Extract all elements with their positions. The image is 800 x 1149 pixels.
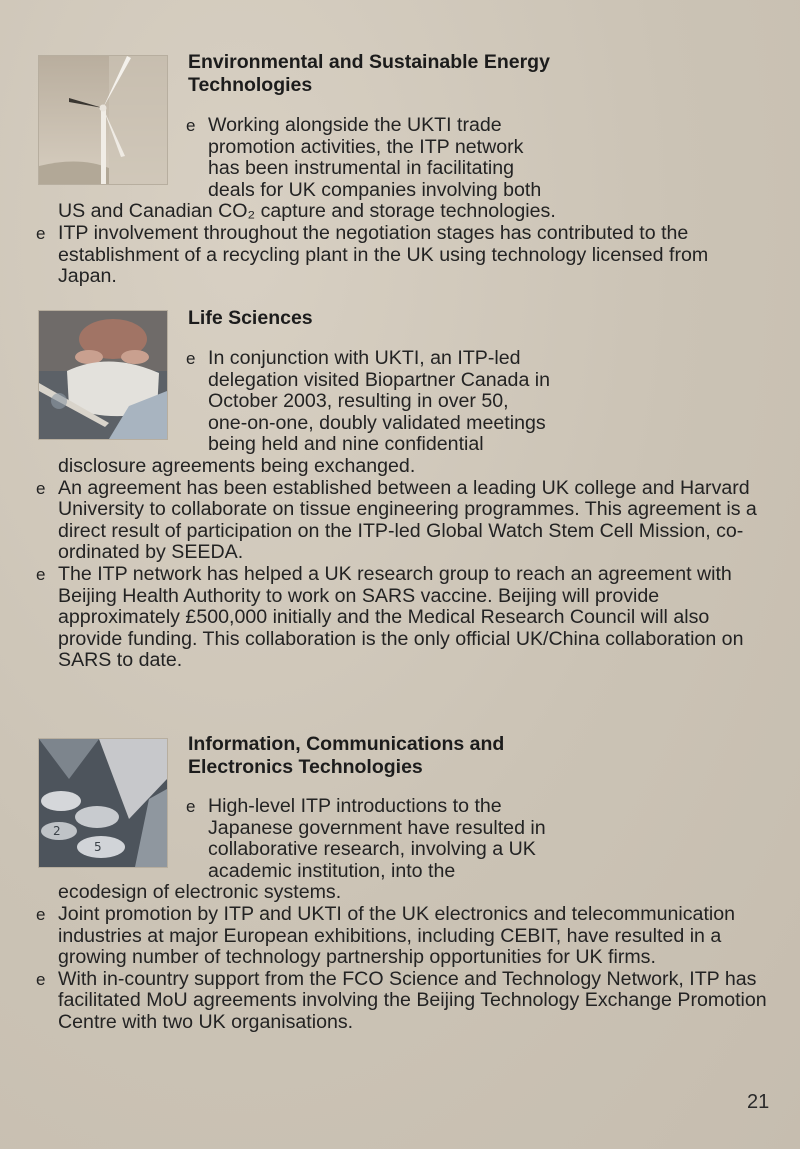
list-item: [38, 969, 768, 1034]
text-line: Japanese government have resulted in: [208, 816, 546, 839]
bullet-icon: e: [36, 564, 46, 584]
text-line: has been instrumental in facilitating: [208, 157, 515, 180]
bullet-icon: e: [186, 116, 196, 135]
text-line: deals for UK companies involving both: [208, 178, 542, 201]
svg-text:5: 5: [94, 840, 102, 854]
heading-line: Electronics Technologies: [188, 756, 423, 778]
text-line: High-level ITP introductions to the: [208, 795, 502, 817]
text-line: academic institution, into the: [208, 859, 456, 882]
list-item-continuation: [38, 456, 768, 478]
text-line: disclosure agreements being exchanged.: [58, 454, 416, 477]
bullet-icon: e: [36, 223, 46, 243]
list-item: [38, 564, 768, 672]
text-line: October 2003, resulting in over 50,: [208, 390, 509, 413]
text-line: In conjunction with UKTI, an ITP-led: [208, 347, 521, 369]
section-heading: [188, 733, 768, 779]
section-heading: [188, 51, 768, 97]
bullet-text: An agreement has been established between a leading UK college and Harvard University to collaborate on tissue engineering programmes. This agreement is a direct result of participation on the ITP-led Global Watch Stem Cell Mission, co-ordinated by SEEDA.: [58, 476, 757, 564]
text-line: collaborative research, involving a UK: [208, 838, 536, 861]
heading-line: Information, Communications and: [188, 733, 505, 755]
text-line: being held and nine confidential: [208, 433, 484, 456]
bullet-list: [38, 115, 768, 288]
bullet-text: ITP involvement throughout the negotiation stages has contributed to the establishment of a recycling plant in the UK using technology licensed from Japan.: [58, 221, 709, 288]
list-item: [38, 904, 768, 969]
bullet-list: [38, 796, 768, 1034]
text-line: Working alongside the UKTI trade: [208, 114, 502, 136]
list-item-continuation: [38, 201, 768, 223]
bullet-text: Joint promotion by ITP and UKTI of the UK electronics and telecommunication industries at major European exhibitions, including CEBIT, have resulted in a growing number of technology partnership opportunities for UK firms.: [58, 902, 736, 969]
text-line: promotion activities, the ITP network: [208, 135, 524, 158]
bullet-text: With in-country support from the FCO Science and Technology Network, ITP has facilitated MoU agreements involving the Beijing Technology Exchange Promotion Centre with two UK organisations.: [58, 967, 767, 1033]
list-item-continuation: [38, 882, 768, 904]
text-line: delegation visited Biopartner Canada in: [208, 368, 551, 391]
bullet-icon: e: [186, 797, 196, 816]
bullet-icon: e: [36, 478, 46, 498]
svg-text:2: 2: [53, 824, 61, 838]
list-item: [188, 115, 768, 201]
bullet-icon: e: [186, 349, 196, 368]
list-item: [38, 478, 768, 564]
bullet-text: The ITP network has helped a UK research group to reach an agreement with Beijing Health Authority to work on SARS vaccine. Beijing will provide approximately £500,000 initially and the Medical Research Council will also provide funding. This collaboration is the only official UK/China collaboration on SARS to date.: [58, 562, 744, 672]
text-line: ecodesign of electronic systems.: [58, 881, 342, 904]
section-heading: [188, 307, 768, 330]
list-item: [188, 796, 768, 882]
heading-line: Technologies: [188, 74, 313, 96]
page-number: 21: [747, 1091, 770, 1113]
bullet-list: [38, 348, 768, 672]
text-line: US and Canadian CO₂ capture and storage technologies.: [58, 200, 556, 223]
list-item: [38, 223, 768, 288]
heading-line: Environmental and Sustainable Energy: [188, 51, 550, 73]
heading-line: Life Sciences: [188, 307, 313, 329]
bullet-icon: e: [36, 969, 46, 989]
bullet-icon: e: [36, 904, 46, 924]
text-line: one-on-one, doubly validated meetings: [208, 411, 546, 434]
list-item: [188, 348, 768, 456]
